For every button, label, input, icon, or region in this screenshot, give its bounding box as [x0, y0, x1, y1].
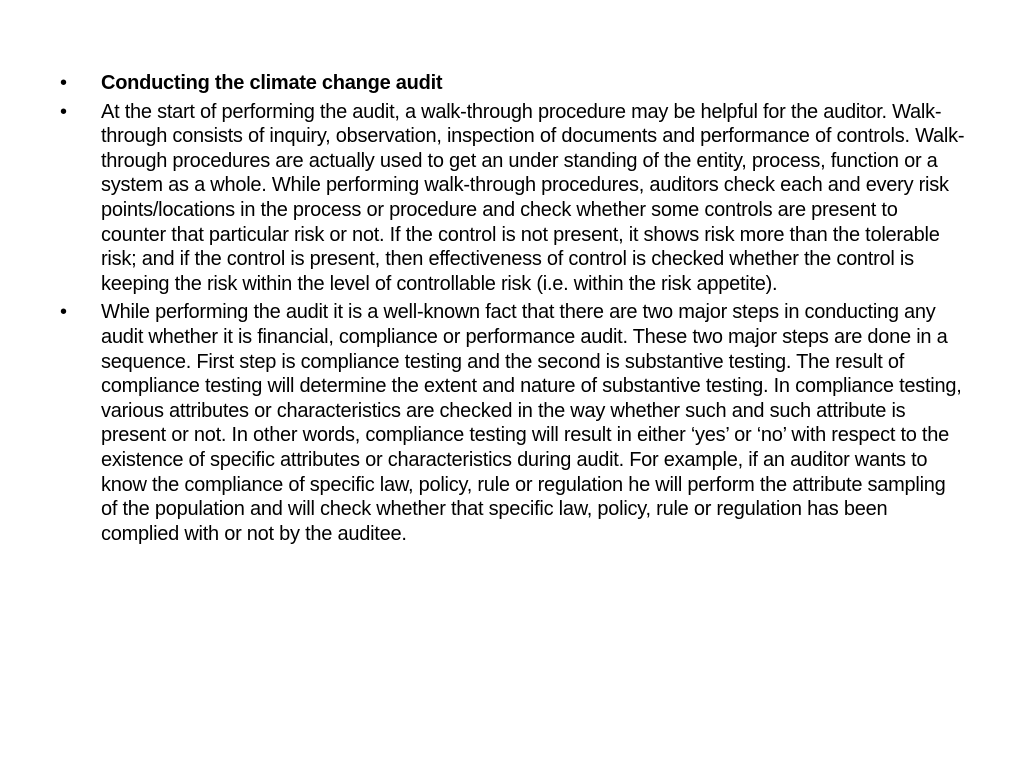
bullet-text-audit-steps: While performing the audit it is a well-known fact that there are two major steps in conducting any audit whether it is financial, compliance or performance audit. These two major steps are done in a sequence. First step is compliance testing and the second is substantive testing. The result of compliance testing will determine the extent and nature of substantive testing. In compliance testing, various attributes or characteristics are checked in the way whether such and such attribute is present or not. In other words, compliance testing will result in either ‘yes’ or ‘no’ with respect to the existence of specific attributes or characteristics during audit. For example, if an auditor wants to know the compliance of specific law, policy, rule or regulation he will perform the attribute sampling of the population and will check whether that specific law, policy, rule or regulation has been complied with or not by the auditee. [101, 301, 962, 545]
bullet-list [60, 71, 965, 550]
bullet-marker: • [60, 301, 67, 324]
bullet-item-audit-steps [60, 300, 965, 546]
bullet-item-walk-through [60, 100, 965, 297]
bullet-text-walk-through: At the start of performing the audit, a walk-through procedure may be helpful for the auditor. Walk-through consists of inquiry, observation, inspection of documents and performance of controls. Walk-through procedures are actually used to get an under standing of the entity, process, function or a system as a whole. While performing walk-through procedures, auditors check each and every risk points/locations in the process or procedure and check whether some controls are present to counter that particular risk or not. If the control is not present, it shows risk more than the tolerable risk; and if the control is present, then effectiveness of control is checked whether the control is keeping the risk within the level of controllable risk (i.e. within the risk appetite). [101, 100, 965, 295]
bullet-marker: • [60, 72, 67, 94]
bullet-item-heading [60, 71, 965, 96]
bullet-text-heading: Conducting the climate change audit [101, 72, 443, 94]
bullet-marker: • [60, 100, 67, 123]
